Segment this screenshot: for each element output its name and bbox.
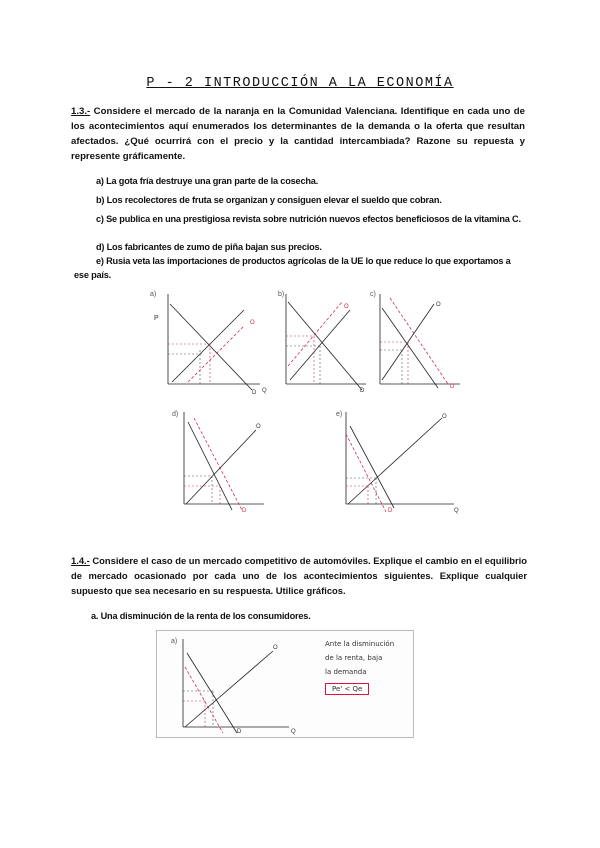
question-1-3 — [71, 104, 525, 164]
svg-text:Q: Q — [454, 508, 459, 514]
axis-label-p: P — [154, 315, 159, 322]
graph-e — [330, 404, 460, 514]
question-text: Considere el caso de un mercado competitivo de automóviles. Explique el cambio en el equilibrio de mercado ocasionado por cada uno de los acontecimientos siguientes. Explique cualquier supuesto que sea necesario en su respuesta. Utilice gráficos. — [71, 555, 527, 596]
graph-label: a) — [150, 291, 157, 298]
svg-text:c): c) — [370, 291, 376, 298]
supply-curve — [172, 310, 244, 382]
svg-text:D: D — [252, 390, 257, 396]
graph-c — [366, 284, 466, 396]
graph-d — [166, 404, 266, 514]
svg-text:D: D — [450, 384, 455, 390]
page-title: P - 2 INTRODUCCIÓN A LA ECONOMÍA — [146, 76, 454, 91]
question-number: 1.4.- — [71, 555, 90, 566]
svg-text:a): a) — [171, 638, 178, 645]
svg-text:b): b) — [278, 291, 285, 298]
svg-text:O: O — [442, 414, 447, 420]
svg-text:D: D — [388, 508, 393, 514]
svg-text:D: D — [237, 729, 242, 735]
handwritten-boxed-note: Pe' < Qe — [325, 683, 369, 695]
list-item: a. Una disminución de la renta de los consumidores. — [91, 611, 311, 621]
svg-text:D: D — [242, 508, 247, 514]
demand-curve — [170, 304, 252, 390]
svg-text:O: O — [273, 645, 278, 651]
svg-text:O: O — [256, 424, 261, 430]
question-number: 1.3.- — [71, 106, 91, 117]
question-text: Considere el mercado de la naranja en la Comunidad Valenciana. Identifique en cada uno de los acontecimientos aquí enumerados los determinantes de la demanda o la oferta que resultan afectados. ¿Qué ocurrirá con el precio y la cantidad intercambiada? Razone su repuesta y represente gráficamente. — [71, 106, 525, 162]
svg-text:D: D — [360, 388, 365, 394]
list-item: d) Los fabricantes de zumo de piña bajan sus precios. — [96, 242, 322, 252]
graph-a — [140, 284, 268, 396]
svg-text:O: O — [344, 304, 349, 310]
svg-text:Q: Q — [291, 729, 296, 735]
graph-b — [270, 284, 370, 396]
svg-text:Q: Q — [262, 388, 267, 394]
svg-text:O: O — [250, 320, 255, 326]
question-1-4 — [71, 553, 527, 598]
svg-text:d): d) — [172, 411, 179, 418]
svg-text:O: O — [436, 302, 441, 308]
list-item: b) Los recolectores de fruta se organizan y consiguen elevar el sueldo que cobran. — [96, 195, 442, 205]
svg-text:e): e) — [336, 411, 343, 418]
handwritten-note: Ante la disminución de la renta, baja la demanda — [325, 640, 395, 676]
list-item: a) La gota fría destruye una gran parte de la cosecha. — [96, 176, 319, 186]
list-item: e) Rusia veta las importaciones de productos agrícolas de la UE lo que reduce lo que exportamos a ese país. — [74, 256, 511, 280]
graph-1-4-a-frame — [156, 630, 414, 738]
list-item: c) Se publica en una prestigiosa revista sobre nutrición nuevos efectos beneficiosos de la vitamina C. — [96, 214, 521, 224]
